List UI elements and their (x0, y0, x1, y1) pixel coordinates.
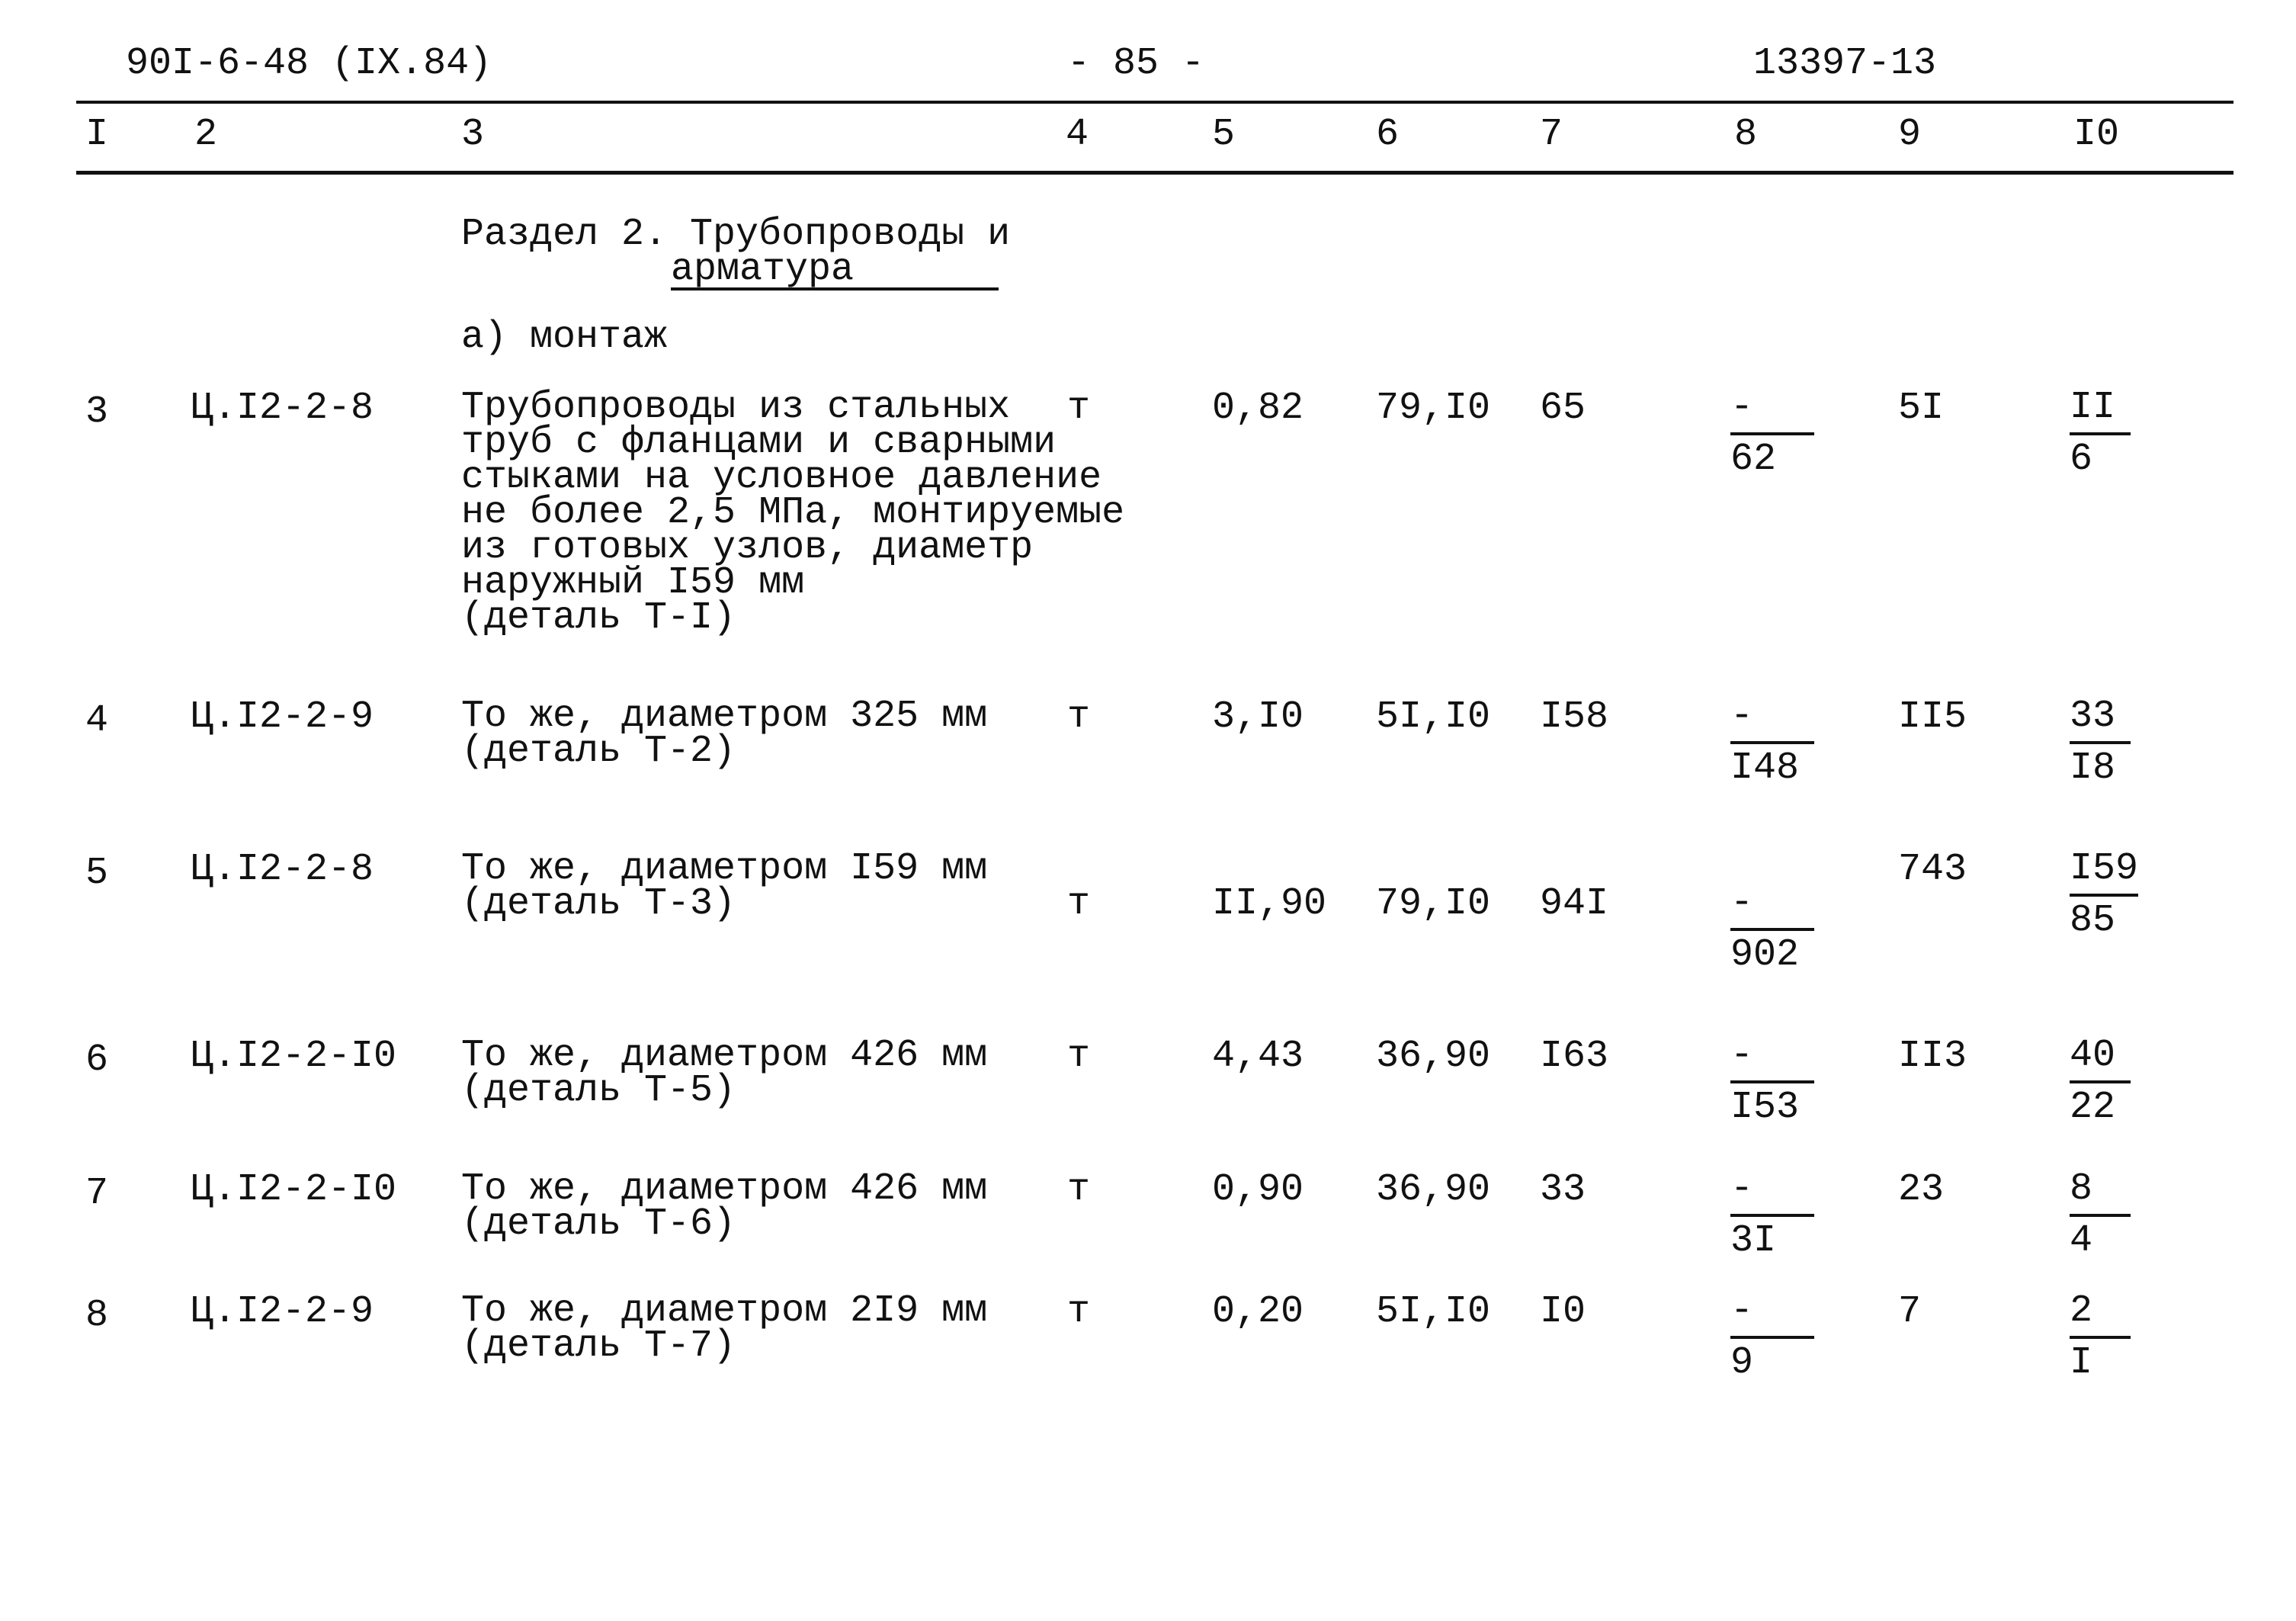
fraction-denominator: 9 (1730, 1341, 1754, 1385)
col9-value: 23 (1898, 1168, 1945, 1212)
unit: т (1067, 1035, 1091, 1078)
unit: т (1067, 695, 1091, 739)
unit-cost: 36,90 (1376, 1168, 1491, 1212)
column-number: I0 (2073, 113, 2120, 156)
work-description: То же, диаметром I59 мм (деталь Т-3) (461, 847, 988, 926)
row-number: 6 (85, 1038, 109, 1082)
fraction-col8 (1730, 1033, 1814, 1131)
total-cost: 33 (1540, 1168, 1586, 1212)
col9-value: 743 (1898, 848, 1967, 891)
fraction-col8 (1730, 385, 1814, 483)
fraction-denominator: 6 (2070, 438, 2093, 481)
fraction-col10 (2070, 846, 2138, 944)
unit-cost: 5I,I0 (1376, 695, 1491, 739)
col9-value: 5I (1898, 387, 1945, 430)
work-description: Трубопроводы из стальных труб с фланцами и сварными стыками на условное давление не более 2,5 МПа, монтируемые из готовых узлов, диаметр наружный I59 мм (деталь Т-I) (461, 386, 1125, 640)
fraction-denominator: I (2070, 1341, 2093, 1385)
fraction-col10 (2070, 1289, 2131, 1386)
unit: т (1067, 387, 1091, 430)
price-code: Ц.I2-2-I0 (191, 1168, 397, 1212)
fraction-denominator: 3I (1730, 1219, 1777, 1263)
work-description: То же, диаметром 2I9 мм (деталь Т-7) (461, 1289, 988, 1368)
row-number: 3 (85, 390, 109, 434)
total-cost: 65 (1540, 387, 1586, 430)
column-number: 9 (1898, 113, 1922, 156)
total-cost: I0 (1540, 1290, 1586, 1334)
fraction-denominator: 902 (1730, 933, 1800, 977)
work-description: То же, диаметром 426 мм (деталь Т-5) (461, 1034, 988, 1112)
unit-cost: 79,I0 (1376, 882, 1491, 926)
page-number: - 85 - (1067, 42, 1205, 85)
column-number: 3 (461, 113, 485, 156)
section-title-line2: арматура (671, 252, 999, 290)
row-number: 5 (85, 852, 109, 895)
quantity: 3,I0 (1212, 695, 1304, 739)
quantity: II,90 (1212, 882, 1327, 926)
fraction-denominator: I48 (1730, 746, 1800, 790)
col9-value: II5 (1898, 695, 1967, 739)
unit: т (1067, 1168, 1091, 1212)
fraction-col8 (1730, 1289, 1814, 1386)
fraction-numerator: - (1730, 1289, 1814, 1339)
total-cost: I63 (1540, 1035, 1609, 1078)
column-number: I (85, 113, 109, 156)
sheet-code: 13397-13 (1753, 42, 1937, 85)
quantity: 0,90 (1212, 1168, 1304, 1212)
fraction-denominator: 4 (2070, 1219, 2093, 1263)
fraction-numerator: I59 (2070, 846, 2138, 897)
fraction-denominator: 22 (2070, 1086, 2116, 1129)
column-number: 6 (1376, 113, 1400, 156)
header-rule-top (76, 101, 2233, 104)
fraction-numerator: 2 (2070, 1289, 2131, 1339)
header-rule-bottom (76, 171, 2233, 175)
fraction-denominator: I53 (1730, 1086, 1800, 1129)
fraction-denominator: 62 (1730, 438, 1777, 481)
quantity: 4,43 (1212, 1035, 1304, 1078)
price-code: Ц.I2-2-8 (191, 848, 374, 891)
price-code: Ц.I2-2-9 (191, 695, 374, 739)
fraction-numerator: - (1730, 1033, 1814, 1083)
row-number: 8 (85, 1294, 109, 1337)
fraction-numerator: - (1730, 385, 1814, 435)
column-number: 8 (1734, 113, 1758, 156)
fraction-denominator: I8 (2070, 746, 2116, 790)
unit-cost: 36,90 (1376, 1035, 1491, 1078)
column-number: 4 (1066, 113, 1089, 156)
col9-value: II3 (1898, 1035, 1967, 1078)
row-number: 7 (85, 1172, 109, 1215)
column-number: 7 (1540, 113, 1563, 156)
fraction-col8 (1730, 881, 1814, 978)
fraction-numerator: 8 (2070, 1167, 2131, 1217)
column-number: 5 (1212, 113, 1236, 156)
unit: т (1067, 882, 1091, 926)
quantity: 0,82 (1212, 387, 1304, 430)
section-subtitle: а) монтаж (461, 316, 668, 359)
section-title-line1: Раздел 2. Трубопроводы и (461, 213, 1011, 256)
fraction-col10 (2070, 1167, 2131, 1264)
col9-value: 7 (1898, 1290, 1922, 1334)
fraction-numerator: II (2070, 385, 2131, 435)
price-code: Ц.I2-2-9 (191, 1290, 374, 1334)
total-cost: I58 (1540, 695, 1609, 739)
fraction-col10 (2070, 1033, 2131, 1131)
fraction-col10 (2070, 385, 2131, 483)
unit: т (1067, 1290, 1091, 1334)
fraction-col8 (1730, 1167, 1814, 1264)
fraction-numerator: - (1730, 1167, 1814, 1217)
column-number: 2 (194, 113, 218, 156)
fraction-col8 (1730, 694, 1814, 791)
price-code: Ц.I2-2-8 (191, 387, 374, 430)
fraction-col10 (2070, 694, 2131, 791)
total-cost: 94I (1540, 882, 1609, 926)
fraction-numerator: - (1730, 881, 1814, 931)
fraction-denominator: 85 (2070, 899, 2116, 942)
fraction-numerator: 40 (2070, 1033, 2131, 1083)
price-code: Ц.I2-2-I0 (191, 1035, 397, 1078)
section-title (461, 213, 1011, 291)
quantity: 0,20 (1212, 1290, 1304, 1334)
row-number: 4 (85, 699, 109, 743)
unit-cost: 79,I0 (1376, 387, 1491, 430)
unit-cost: 5I,I0 (1376, 1290, 1491, 1334)
fraction-numerator: 33 (2070, 694, 2131, 744)
work-description: То же, диаметром 325 мм (деталь Т-2) (461, 695, 988, 773)
fraction-numerator: - (1730, 694, 1814, 744)
doc-code: 90I-6-48 (IX.84) (126, 42, 492, 85)
work-description: То же, диаметром 426 мм (деталь Т-6) (461, 1167, 988, 1246)
